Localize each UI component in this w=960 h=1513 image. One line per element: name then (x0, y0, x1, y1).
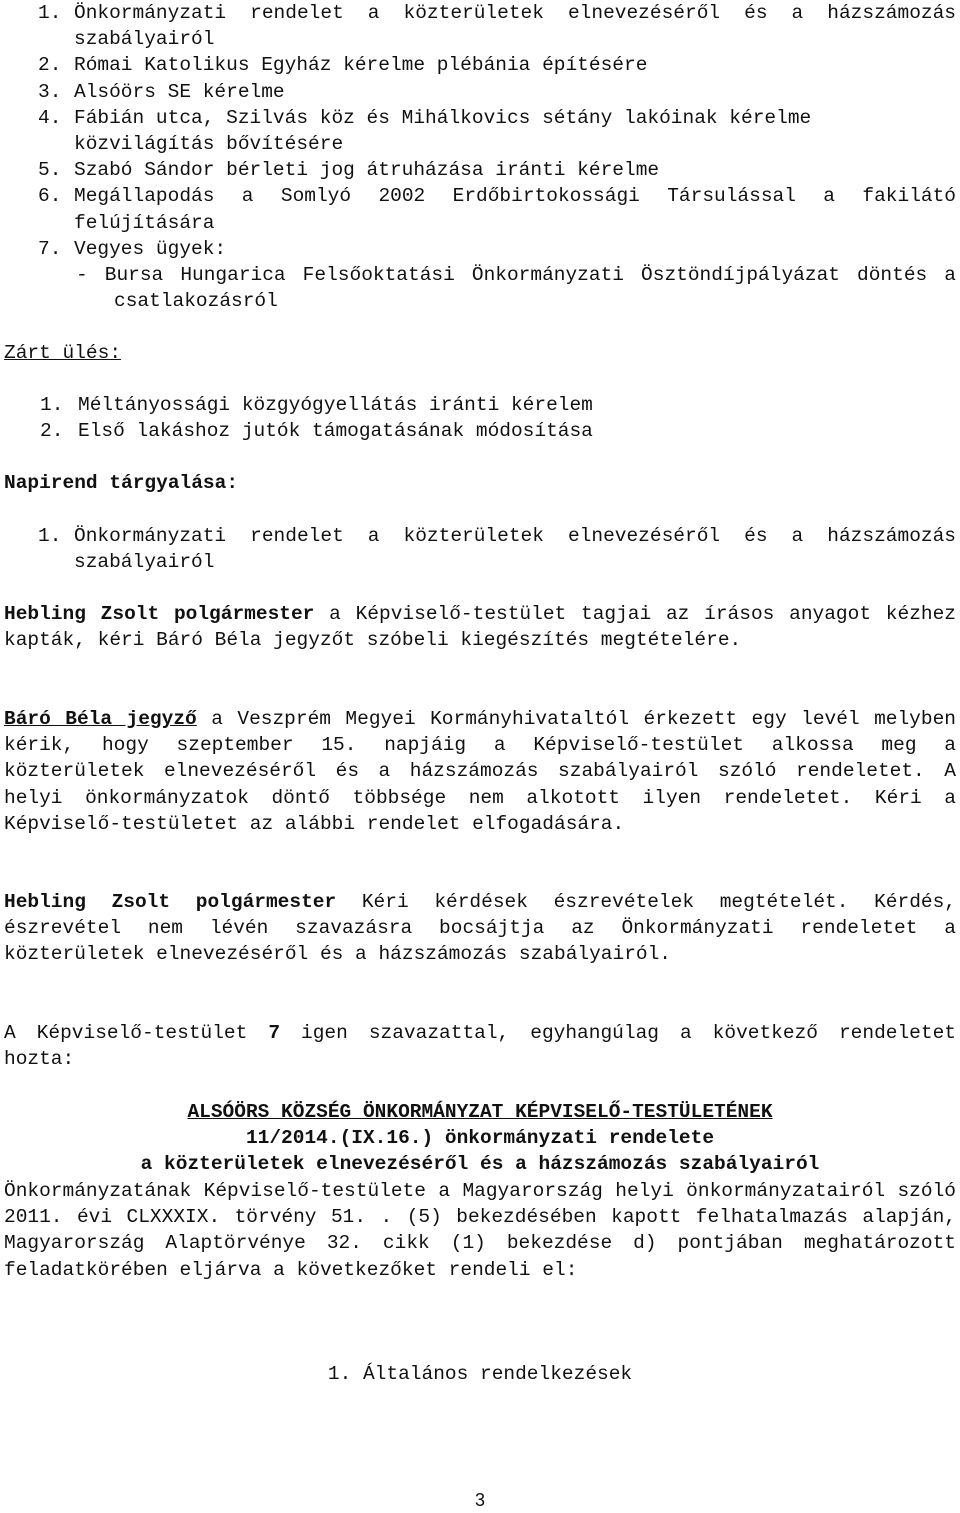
paragraph-mayor-2: Hebling Zsolt polgármester Kéri kérdések észrevételek megtételét. Kérdés, észrevétel nem lévén szavazásra bocsájtja az Önkormányzati rendeletet a közterületek elnevezéséről és a házszámozás szabályairól. (4, 891, 956, 966)
decree-title-line1: ALSÓÖRS KÖZSÉG ÖNKORMÁNYZAT KÉPVISELŐ-TESTÜLETÉNEK (187, 1101, 773, 1123)
discussion-item-row: 1. Önkormányzati rendelet a közterületek elnevezéséről és a házszámozás szabályairól (4, 523, 956, 575)
paragraph-notary: Báró Béla jegyző a Veszprém Megyei Kormányhivataltól érkezett egy levél melyben kérik, hogy szeptember 15. napjáig a Képviselő-testület alkossa meg a közterületek elnevezéséről és a házszámozás szabályairól szóló rendeletet. A helyi önkormányzatok döntő többsége nem alkotott ilyen rendeletet. Kéri a Képviselő-testületet az alábbi rendelet elfogadására. (4, 708, 956, 835)
decree-preamble: Önkormányzatának Képviselő-testülete a Magyarország helyi önkormányzatairól szóló 2011. évi CLXXXIX. törvény 51. . (5) bekezdésében kapott felhatalmazás alapján, Magyarország Alaptörvénye 32. cikk (1) bekezdése d) pontjában meghatározott feladatkörében eljárva a következőket rendeli el: (4, 1180, 956, 1281)
decree-title-line3: a közterületek elnevezéséről és a házszámozás szabályairól (140, 1153, 820, 1175)
agenda-item: 6. Megállapodás a Somlyó 2002 Erdőbirtokossági Társulással a fakilátó felújítására (4, 183, 956, 235)
agenda-sub-item: - Bursa Hungarica Felsőoktatási Önkormányzati Ösztöndíjpályázat döntés a csatlakozásról (76, 264, 956, 313)
closed-session-item: 2. Első lakáshoz jutók támogatásának módosítása (40, 420, 593, 443)
section-heading: 1. Általános rendelkezések (327, 1363, 633, 1385)
page-number: 3 (474, 1490, 485, 1510)
discussion-heading: Napirend tárgyalása: (4, 472, 239, 494)
agenda-item: 7. Vegyes ügyek: (38, 237, 227, 260)
discussion-item (4, 523, 956, 575)
vote-result: A Képviselő-testület 7 igen szavazattal, egyhangúlag a következő rendeletet hozta: (4, 1022, 956, 1071)
agenda-item: 1. Önkormányzati rendelet a közterületek elnevezéséről és a házszámozás szabályairól (4, 0, 956, 52)
closed-session-item: 1. Méltányossági közgyógyellátás iránti kérelem (40, 394, 593, 416)
agenda-item-text: Megállapodás a Somlyó 2002 Erdőbirtokossági Társulással a fakilátó felújítására (74, 185, 956, 234)
agenda-item: 2. Római Katolikus Egyház kérelme plébánia építésére (38, 54, 648, 77)
agenda-item: 5. Szabó Sándor bérleti jog átruházása iránti kérelme (38, 159, 660, 182)
closed-session-heading: Zárt ülés: (4, 342, 122, 364)
decree-title-line2: 11/2014.(IX.16.) önkormányzati rendelete (245, 1127, 715, 1149)
paragraph-mayor-1: Hebling Zsolt polgármester a Képviselő-testület tagjai az írásos anyagot kézhez kapták, kéri Báró Béla jegyzőt szóbeli kiegészítés megtételére. (4, 603, 957, 652)
agenda-item: 4. Fábián utca, Szilvás köz és Mihálkovics sétány lakóinak kérelme közvilágítás bővítésére (38, 106, 812, 156)
closed-session-list (4, 392, 956, 444)
agenda-item: 3. Alsóörs SE kérelme (38, 80, 285, 103)
discussion-item-text: Önkormányzati rendelet a közterületek elnevezéséről és a házszámozás szabályairól (74, 525, 956, 574)
agenda-item-text: Önkormányzati rendelet a közterületek elnevezéséről és a házszámozás szabályairól (74, 2, 956, 51)
agenda-list (4, 0, 956, 314)
